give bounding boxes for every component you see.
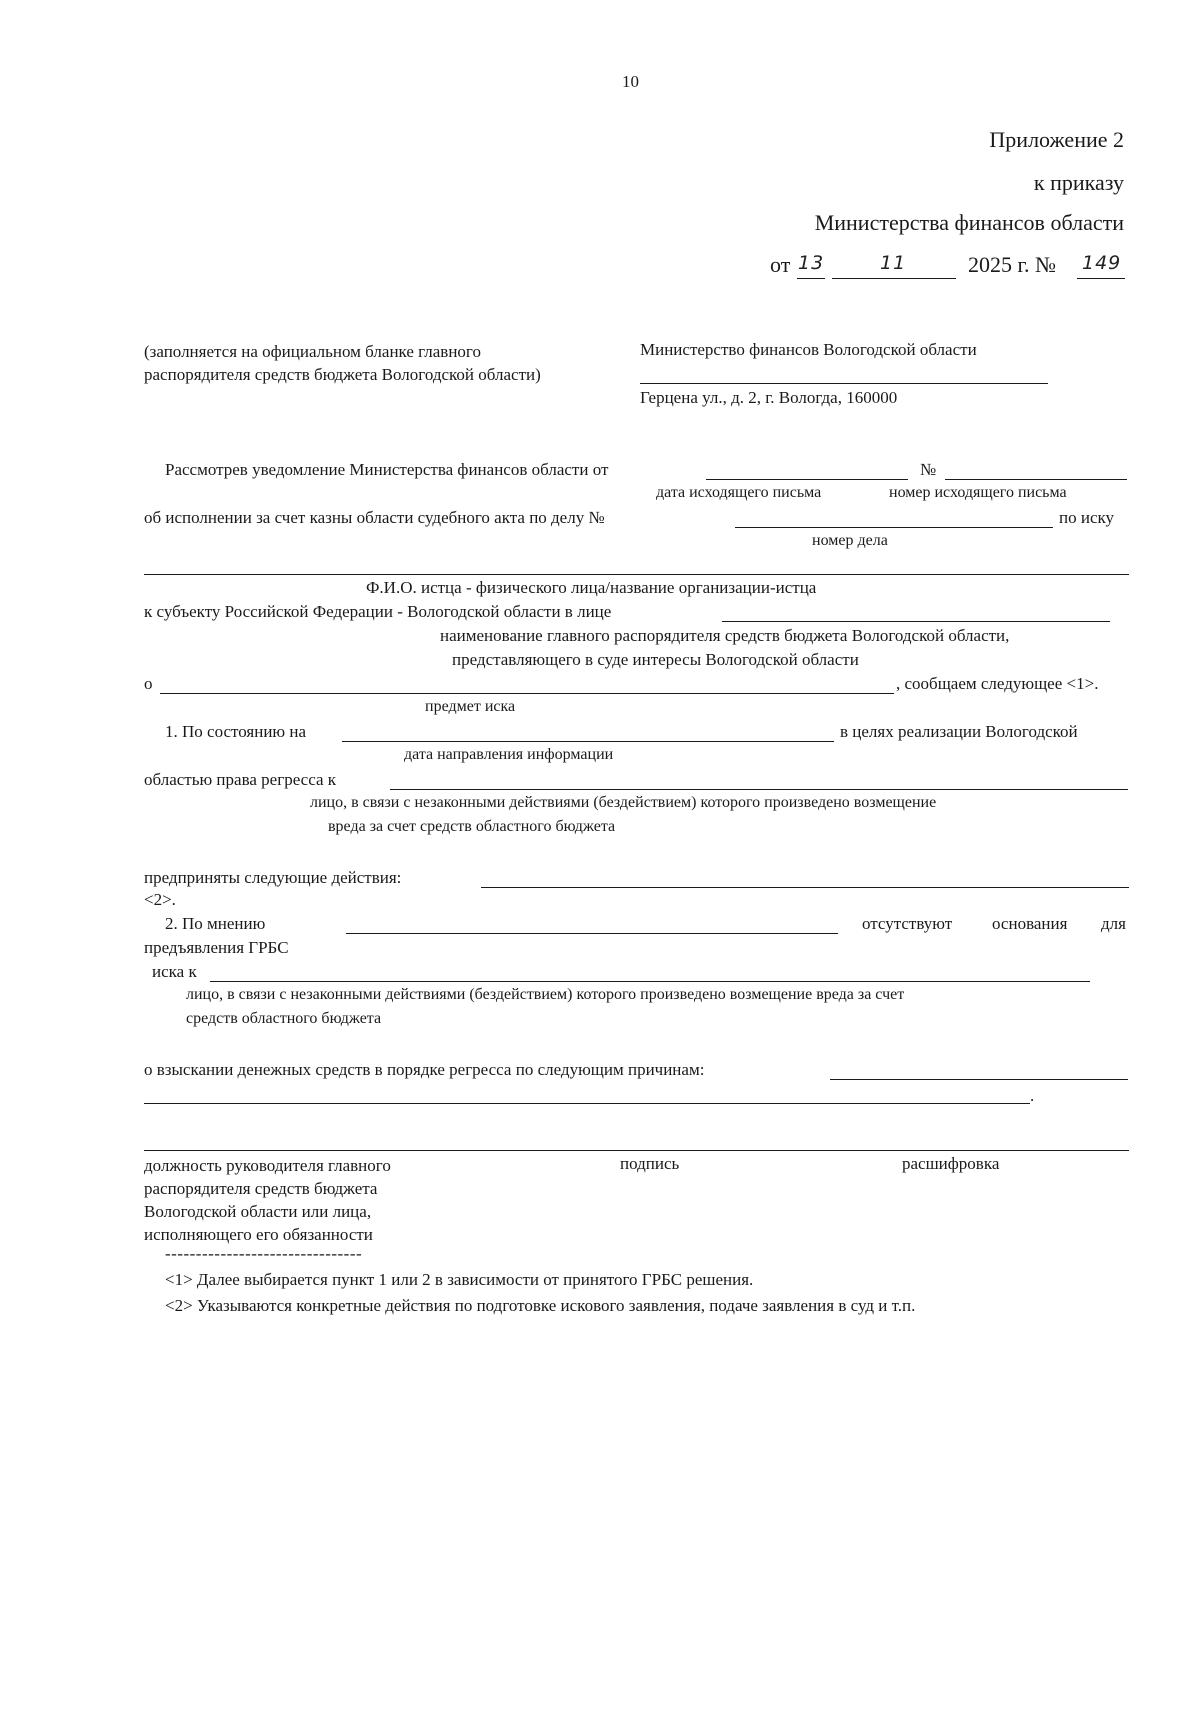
item1-end: в целях реализации Вологодской — [840, 722, 1078, 741]
signature-position: должность руководителя главного распорядителя средств бюджета Вологодской области или лица, исполняющего его обязанности — [144, 1156, 391, 1244]
by-claim-label: по иску — [1059, 508, 1115, 527]
footnote-separator: -------------------------------- — [165, 1244, 363, 1263]
caption-info-date: дата направления информации — [404, 746, 614, 763]
caption-grbs-line2: представляющего в суде интересы Вологодской области — [452, 650, 859, 669]
item2-start: 2. По мнению — [165, 914, 266, 933]
signature-sign: подпись — [620, 1154, 680, 1173]
item2-claim-to: иска к — [152, 962, 197, 981]
caption-person2-line2: средств областного бюджета — [186, 1010, 382, 1027]
letterhead-note: (заполняется на официальном бланке главного распорядителя средств бюджета Вологодской области) — [144, 342, 541, 384]
item2-grounds: основания — [992, 914, 1068, 933]
page-number: 10 — [622, 72, 639, 91]
caption-case-number: номер дела — [812, 532, 888, 549]
footnote-ref-2: <2>. — [144, 890, 176, 909]
year-and-number-label: 2025 г. № — [968, 252, 1057, 277]
order-ref: к приказу — [1033, 170, 1124, 195]
we-report-label: , сообщаем следующее <1>. — [896, 674, 1099, 693]
signature-decode: расшифровка — [902, 1154, 1000, 1173]
caption-person2-line1: лицо, в связи с незаконными действиями (бездействием) которого произведено возмещение вреда за счет — [186, 986, 905, 1003]
item2-absent: отсутствуют — [862, 914, 953, 933]
end-period: . — [1030, 1086, 1035, 1105]
date-prefix: от — [770, 252, 791, 277]
caption-letter-number: номер исходящего письма — [889, 484, 1067, 501]
caption-claim-subject: предмет иска — [425, 698, 516, 715]
about-label: о — [144, 674, 153, 693]
handwritten-day: 13 — [798, 252, 825, 274]
caption-plaintiff: Ф.И.О. истца - физического лица/название организации-истца — [366, 578, 817, 597]
caption-grbs-line1: наименование главного распорядителя средств бюджета Вологодской области, — [440, 626, 1010, 645]
footnote-2: <2> Указываются конкретные действия по подготовке искового заявления, подаче заявления в суд и т.п. — [165, 1296, 916, 1315]
paragraph-intro: Рассмотрев уведомление Министерства финансов области от — [165, 460, 609, 479]
addressee-address: Герцена ул., д. 2, г. Вологда, 160000 — [640, 388, 898, 407]
item2-for: для — [1101, 914, 1126, 933]
number-sign: № — [920, 460, 937, 479]
footnote-1: <1> Далее выбирается пункт 1 или 2 в зависимости от принятого ГРБС решения. — [165, 1270, 754, 1289]
recovery-reasons: о взыскании денежных средств в порядке регресса по следующим причинам: — [144, 1060, 705, 1079]
caption-person-line1: лицо, в связи с незаконными действиями (бездействием) которого произведено возмещение — [310, 794, 937, 811]
item1-regress: областью права регресса к — [144, 770, 337, 789]
caption-person-line2: вреда за счет средств областного бюджета — [328, 818, 616, 835]
addressee: Министерство финансов Вологодской области — [640, 340, 977, 359]
item1-start: 1. По состоянию на — [165, 722, 307, 741]
caption-letter-date: дата исходящего письма — [656, 484, 822, 501]
actions-label: предприняты следующие действия: — [144, 868, 402, 887]
handwritten-month: 11 — [880, 252, 907, 274]
paragraph-defendant: к субъекту Российской Федерации - Вологодской области в лице — [144, 602, 612, 621]
paragraph-case: об исполнении за счет казны области судебного акта по делу № — [144, 508, 605, 527]
handwritten-order-number: 149 — [1082, 252, 1122, 274]
ministry-name: Министерства финансов области — [814, 210, 1124, 235]
item2-presentation: предъявления ГРБС — [144, 938, 289, 957]
appendix-title: Приложение 2 — [989, 127, 1124, 152]
